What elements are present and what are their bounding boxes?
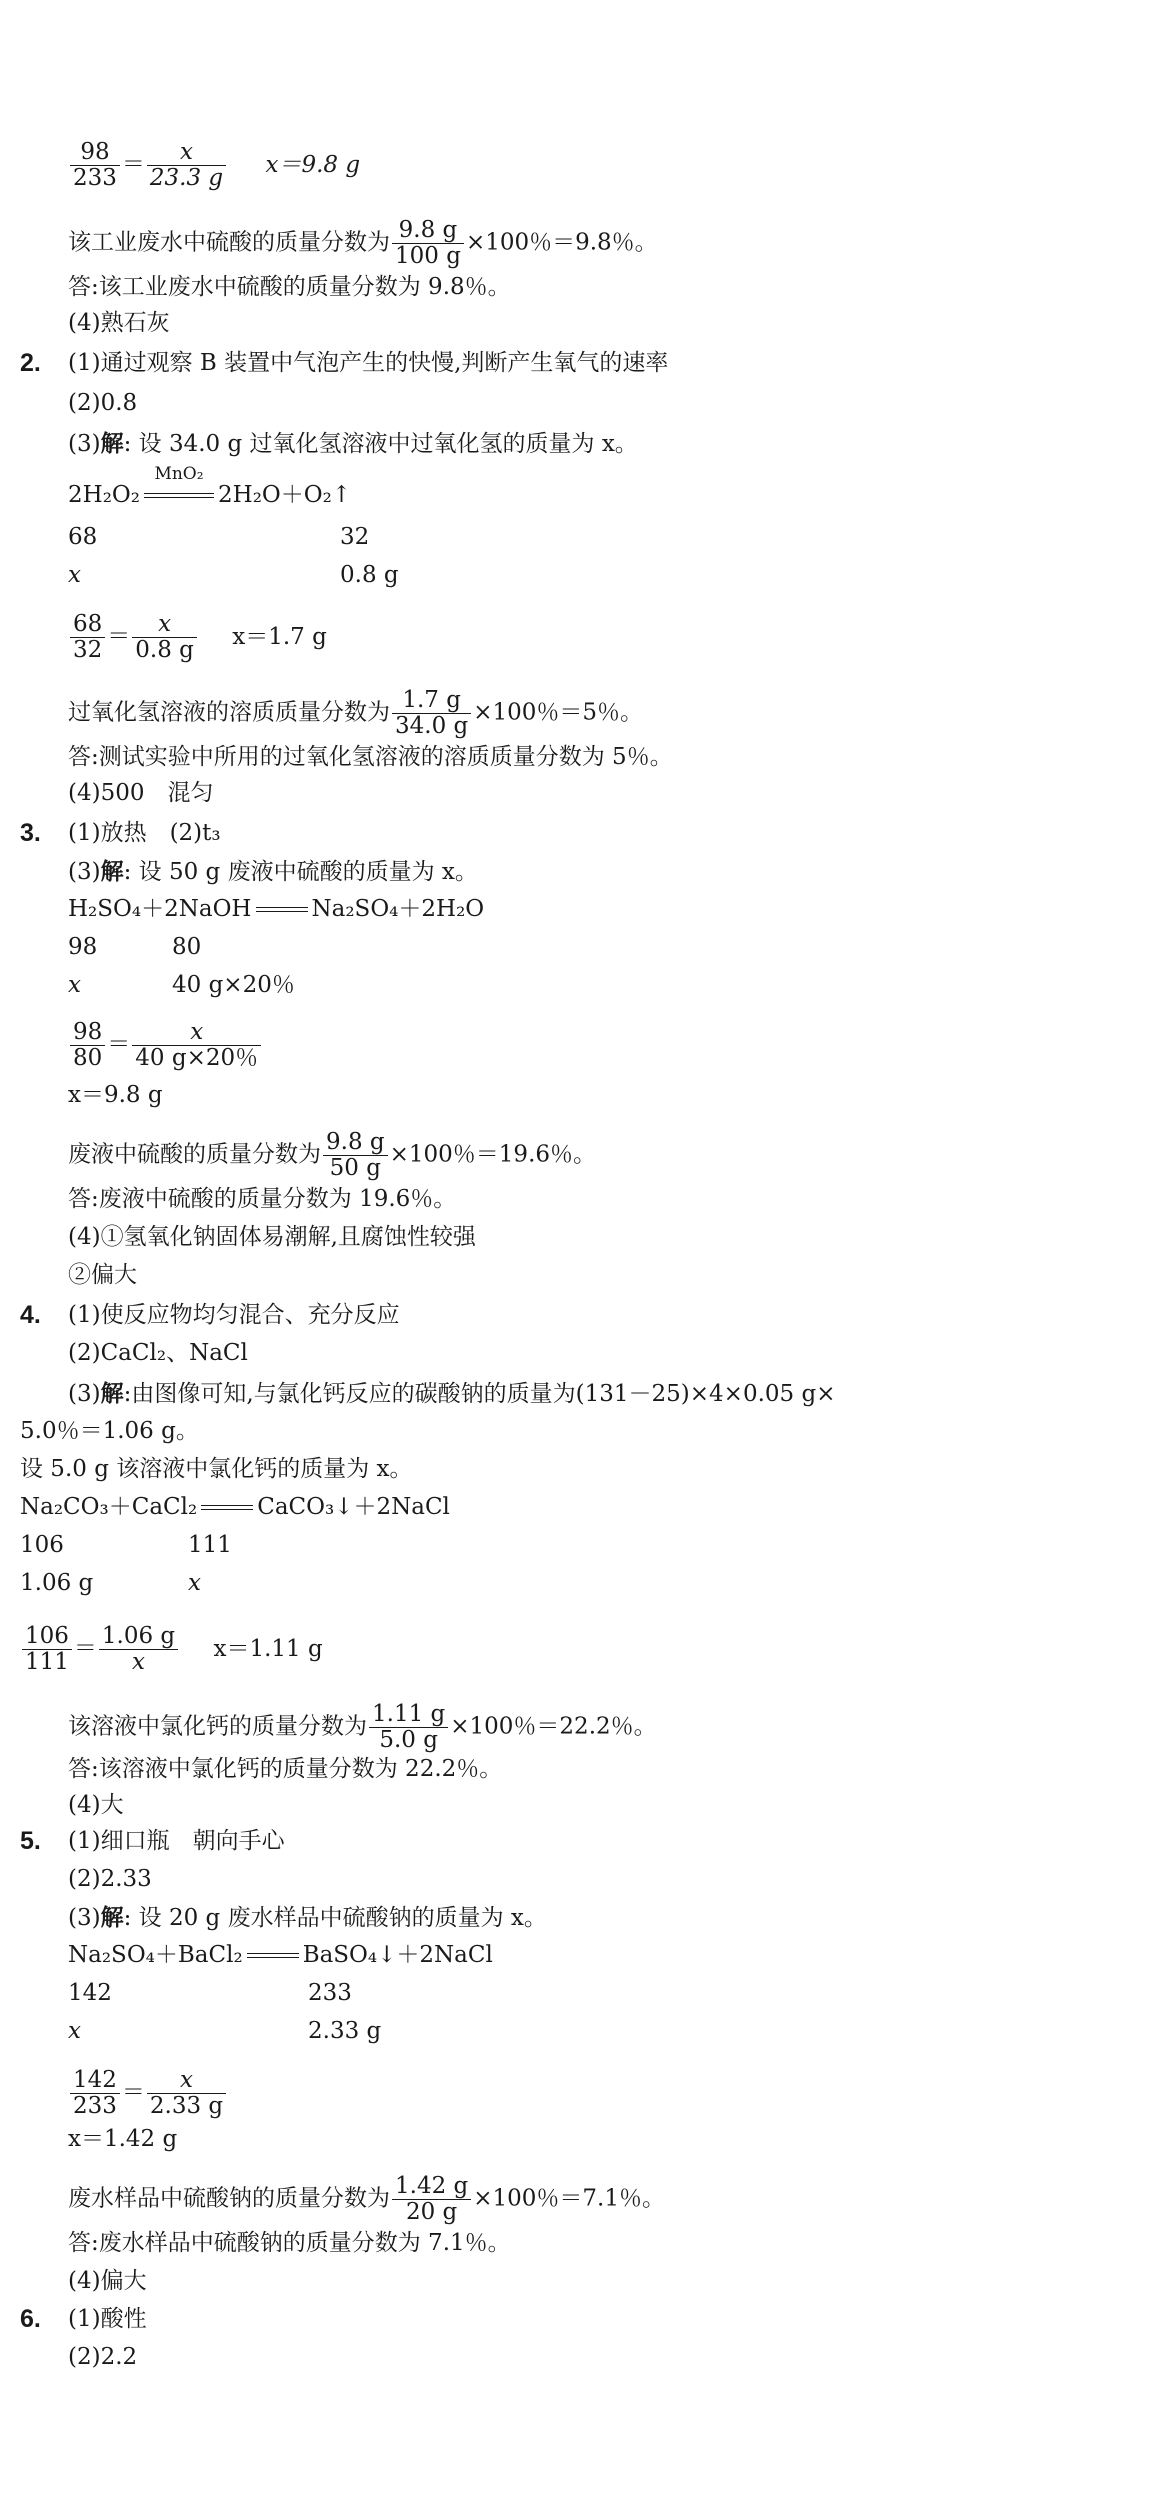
known-mass: 40 g×20％ xyxy=(172,972,295,998)
mass-fraction-line: 该溶液中氯化钙的质量分数为 $\frac{1.11 g}{5.0 g}$ ×100％＝22.2％。 xyxy=(68,1701,657,1753)
question-number: 6. xyxy=(20,2305,41,2333)
molar-mass: 142 xyxy=(68,1980,112,2006)
sub-answer-2: (2)2.2 xyxy=(68,2344,138,2370)
sub-answer-3: (3)解: 设 34.0 g 过氧化氢溶液中过氧化氢的质量为 x。 xyxy=(68,430,638,457)
mass-fraction-line: 废水样品中硫酸钠的质量分数为 $\frac{1.42 g}{20 g}$ ×100％＝7.1％。 xyxy=(68,2173,665,2225)
unknown-mass: x xyxy=(68,972,81,998)
molar-mass: 32 xyxy=(340,524,370,550)
sub-answer-3-continued: 5.0％＝1.06 g。 xyxy=(20,1418,199,1444)
unknown-mass: x xyxy=(68,562,81,588)
set-unknown-line: 设 5.0 g 该溶液中氯化钙的质量为 x。 xyxy=(20,1456,413,1482)
answer-line: 答:该工业废水中硫酸的质量分数为 9.8％。 xyxy=(68,274,511,300)
result-line: x＝9.8 g xyxy=(68,1082,163,1108)
molar-mass: 98 xyxy=(68,934,98,960)
sub-answer-4: (4)偏大 xyxy=(68,2268,147,2294)
sub-answer-4: (4)大 xyxy=(68,1792,124,1818)
known-mass: 1.06 g xyxy=(20,1570,94,1596)
question-number: 5. xyxy=(20,1827,41,1855)
chemical-equation: Na₂SO₄＋BaCl₂ BaSO₄↓＋2NaCl xyxy=(68,1942,493,1968)
question-number: 2. xyxy=(20,349,41,377)
molar-mass: 68 xyxy=(68,524,98,550)
question-number: 3. xyxy=(20,819,41,847)
equation-ratio: $\frac{98}{233}$ ＝ $\frac{x}{23.3 g}$ x＝9.8 g xyxy=(68,140,360,191)
chemical-equation: H₂SO₄＋2NaOH Na₂SO₄＋2H₂O xyxy=(68,896,485,922)
molar-mass: 106 xyxy=(20,1532,64,1558)
sub-answer-4: (4)熟石灰 xyxy=(68,310,170,336)
known-mass: 0.8 g xyxy=(340,562,399,588)
sub-answer-2: (2)CaCl₂、NaCl xyxy=(68,1340,248,1366)
equation-ratio: $\frac{142}{233}$ ＝ $\frac{x}{2.33 g}$ xyxy=(68,2068,228,2119)
sub-answer-3: (3)解: 设 50 g 废液中硫酸的质量为 x。 xyxy=(68,858,478,885)
molar-mass: 111 xyxy=(188,1532,232,1558)
mass-fraction-line: 过氧化氢溶液的溶质质量分数为 $\frac{1.7 g}{34.0 g}$ ×100％＝5％。 xyxy=(68,687,644,739)
sub-answer-1: (1)通过观察 B 装置中气泡产生的快慢,判断产生氧气的速率 xyxy=(68,350,669,376)
equation-ratio: $\frac{68}{32}$ ＝ $\frac{x}{0.8 g}$ x＝1.7 g xyxy=(68,612,327,663)
sub-answer-1: (1)酸性 xyxy=(68,2306,147,2332)
answer-line: 答:该溶液中氯化钙的质量分数为 22.2％。 xyxy=(68,1756,503,1782)
answer-line: 答:测试实验中所用的过氧化氢溶液的溶质质量分数为 5％。 xyxy=(68,744,673,770)
sub-answer-1-2: (1)放热 (2)t₃ xyxy=(68,820,221,846)
known-mass: 2.33 g xyxy=(308,2018,382,2044)
mass-fraction-line: 该工业废水中硫酸的质量分数为 $\frac{9.8 g}{100 g}$ ×100％＝9.8％。 xyxy=(68,217,658,269)
molar-mass: 233 xyxy=(308,1980,352,2006)
question-number: 4. xyxy=(20,1301,41,1329)
sub-answer-2: (2)0.8 xyxy=(68,390,138,416)
answer-line: 答:废水样品中硫酸钠的质量分数为 7.1％。 xyxy=(68,2230,511,2256)
sub-answer-1: (1)使反应物均匀混合、充分反应 xyxy=(68,1302,400,1328)
sub-answer-4: (4)500 混匀 xyxy=(68,780,214,806)
sub-answer-2: (2)2.33 xyxy=(68,1866,152,1892)
equation-ratio: $\frac{106}{111}$ ＝ $\frac{1.06 g}{x}$ x＝1.11 g xyxy=(20,1624,323,1675)
unknown-mass: x xyxy=(188,1570,201,1596)
sub-answer-4b: ②偏大 xyxy=(68,1262,137,1288)
sub-answer-3: (3)解: 设 20 g 废水样品中硫酸钠的质量为 x。 xyxy=(68,1904,547,1931)
result-line: x＝1.42 g xyxy=(68,2126,178,2152)
chemical-equation: 2H₂O₂ MnO₂ 2H₂O＋O₂↑ xyxy=(68,464,352,508)
catalyst-label: MnO₂ xyxy=(154,464,204,484)
unknown-mass: x xyxy=(68,2018,81,2044)
sub-answer-1: (1)细口瓶 朝向手心 xyxy=(68,1828,285,1854)
answer-line: 答:废液中硫酸的质量分数为 19.6％。 xyxy=(68,1186,457,1212)
molar-mass: 80 xyxy=(172,934,202,960)
equation-ratio: $\frac{98}{80}$ ＝ $\frac{x}{40 g\times 20\%}$ xyxy=(68,1020,263,1071)
mass-fraction-line: 废液中硫酸的质量分数为 $\frac{9.8 g}{50 g}$ ×100％＝19.6％。 xyxy=(68,1129,597,1181)
chemical-equation: Na₂CO₃＋CaCl₂ CaCO₃↓＋2NaCl xyxy=(20,1494,450,1520)
sub-answer-4a: (4)①氢氧化钠固体易潮解,且腐蚀性较强 xyxy=(68,1224,476,1250)
sub-answer-3: (3)解:由图像可知,与氯化钙反应的碳酸钠的质量为(131－25)×4×0.05 g× xyxy=(68,1380,836,1407)
